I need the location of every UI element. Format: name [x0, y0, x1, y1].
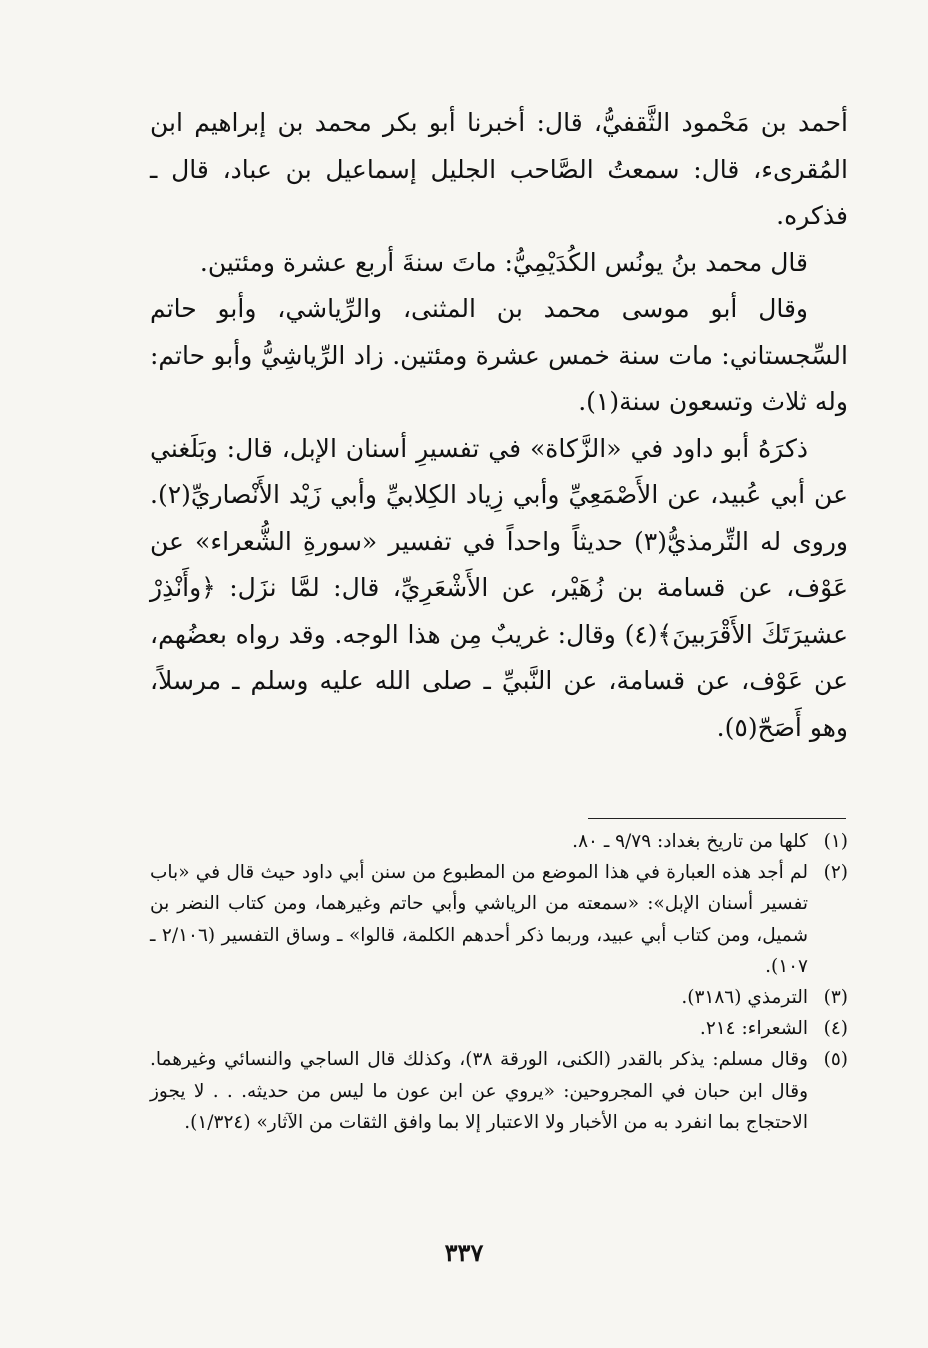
footnote-3: [150, 982, 848, 1013]
footnote-5: [150, 1044, 848, 1138]
footnotes: [150, 826, 848, 1138]
footnote-text: لم أجد هذه العبارة في هذا الموضع من المطبوع من سنن أبي داود حيث قال في «باب تفسير أسنان الإبل»: «سمعته من الرياشي وأبي حاتم وغيرهما، ومن كتاب النضر بن شميل، ومن كتاب أبي عبيد، وربما ذكر أحدهم الكلمة، قالوا» ـ وساق التفسير (٢/١٠٦ ـ ١٠٧).: [150, 862, 808, 977]
footnote-text: الشعراء: ٢١٤.: [699, 1018, 808, 1040]
paragraph-3: وقال أبو موسى محمد بن المثنى، والرِّياشي، وأبو حاتم السِّجستاني: مات سنة خمس عشرة ومئتين. زاد الرِّياشِيُّ وأبو حاتم: وله ثلاث وتسعون سنة(١).: [150, 294, 848, 416]
paragraph-1: أحمد بن مَحْمود الثَّقفيُّ، قال: أخبرنا أبو بكر محمد بن إبراهيم ابن المُقرىء، قال: سمعتُ الصَّاحب الجليل إسماعيل بن عباد، قال ـ فذكره.: [150, 108, 848, 230]
footnote-number: (٣): [823, 987, 848, 1009]
footnote-text: وقال مسلم: يذكر بالقدر (الكنى، الورقة ٣٨)، وكذلك قال الساجي والنسائي وغيرهما. وقال ابن حبان في المجروحين: «يروي عن ابن عون ما ليس من حديثه. . . لا يجوز الاحتجاج بما انفرد به من الأخبار ولا الاعتبار إلا بما وافق الثقات من الآثار» (١/٣٢٤).: [150, 1049, 808, 1133]
footnote-1: [150, 826, 848, 857]
paragraph-4: ذكرَهُ أبو داود في «الزَّكاة» في تفسيرِ أسنان الإبل، قال: وبَلَغني عن أبي عُبيد، عن الأَصْمَعِيِّ وأبي زِياد الكِلابيِّ وأبي زَيْد الأَنْصاريِّ(٢). وروى له التِّرمذيُّ(٣) حديثاً واحداً في تفسير «سورةِ الشُّعراء» عن عَوْف، عن قسامة بن زُهَيْر، عن الأَشْعَرِيِّ، قال: لمَّا نزَل: ﴿وأَنْذِرْ عشيرَتَكَ الأَقْرَبينَ﴾(٤) وقال: غريبٌ مِن هذا الوجه. وقد رواه بعضُهم، عن عَوْف، عن قسامة، عن النَّبيِّ ـ صلى الله عليه وسلم ـ مرسلاً، وهو أَصَحّ(٥).: [150, 433, 848, 742]
footnote-text: كلها من تاريخ بغداد: ٩/٧٩ ـ ٨٠.: [572, 831, 808, 852]
footnote-number: (٢): [823, 862, 848, 884]
paragraph-2: قال محمد بنُ يونُس الكُدَيْمِيُّ: ماتَ سنةَ أربع عشرة ومئتين.: [199, 247, 808, 277]
footnote-divider: [588, 818, 846, 819]
footnote-number: (٤): [823, 1018, 848, 1040]
footnote-number: (٥): [823, 1049, 848, 1071]
footnote-2: [150, 857, 848, 982]
main-text: [150, 100, 848, 751]
footnote-text: الترمذي (٣١٨٦).: [681, 987, 808, 1009]
page-number: ٣٣٧: [444, 1238, 484, 1267]
footnote-number: (١): [823, 831, 848, 852]
footnote-4: [150, 1013, 848, 1044]
